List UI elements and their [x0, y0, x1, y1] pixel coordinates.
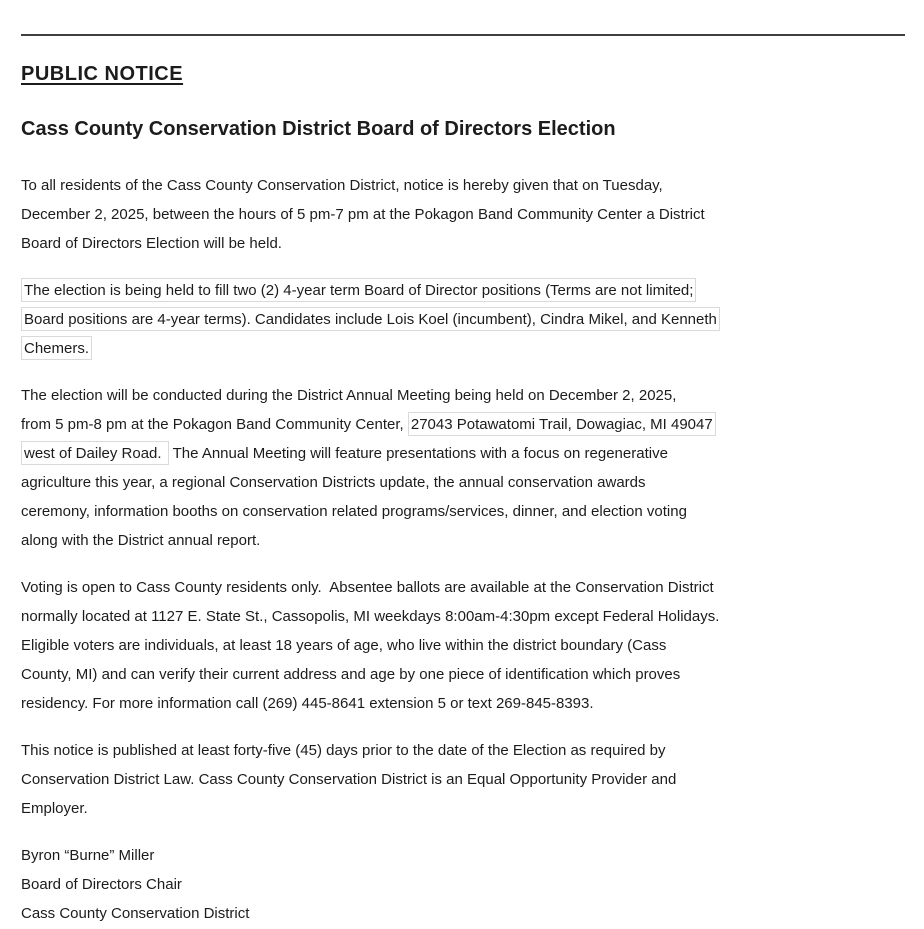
text-segment: December 2, 2025, between the hours of 5 pm-7 pm at the Pokagon Band Community Center a District: [21, 206, 705, 223]
text-segment: normally located at 1127 E. State St., Cassopolis, MI weekdays 8:00am-4:30pm except Federal Holidays.: [21, 608, 720, 625]
bordered-text-segment: The election is being held to fill two (2) 4-year term Board of Director positions (Terms are not limited;: [21, 278, 696, 302]
text-line: [21, 899, 905, 928]
text-line: [21, 573, 905, 602]
text-segment: Byron “Burne” Miller: [21, 847, 155, 864]
text-line: [21, 171, 905, 200]
notice-intro-paragraph: [21, 171, 905, 258]
paragraphs: [21, 171, 905, 928]
text-segment: from 5 pm-8 pm at the Pokagon Band Community Center,: [21, 416, 408, 433]
voting-eligibility-paragraph: [21, 573, 905, 718]
document-title: Cass County Conservation District Board of Directors Election: [21, 118, 616, 140]
public-notice-heading: PUBLIC NOTICE: [21, 63, 184, 85]
text-line: [21, 660, 905, 689]
text-segment: agriculture this year, a regional Conservation Districts update, the annual conservation awards: [21, 474, 646, 491]
text-segment: Cass County Conservation District: [21, 905, 250, 922]
text-segment: The election will be conducted during the District Annual Meeting being held on December 2, 2025,: [21, 387, 677, 404]
text-line: [21, 841, 905, 870]
text-segment: County, MI) and can verify their current address and age by one piece of identification which proves: [21, 666, 681, 683]
text-segment: Conservation District Law. Cass County Conservation District is an Equal Opportunity Provider and: [21, 771, 677, 788]
text-line: [21, 334, 905, 363]
election-positions-paragraph: [21, 276, 905, 363]
text-segment: Voting is open to Cass County residents only. Absentee ballots are available at the Conservation District: [21, 579, 714, 596]
text-segment: Board of Directors Election will be held.: [21, 235, 282, 252]
text-line: [21, 736, 905, 765]
text-segment: residency. For more information call (269) 445-8641 extension 5 or text 269-845-8393.: [21, 695, 594, 712]
publication-notice-paragraph: [21, 736, 905, 823]
bordered-text-segment: Chemers.: [21, 336, 92, 360]
text-segment: Board of Directors Chair: [21, 876, 182, 893]
text-segment: Eligible voters are individuals, at least 18 years of age, who live within the district boundary (Cass: [21, 637, 667, 654]
bordered-text-segment: 27043 Potawatomi Trail, Dowagiac, MI 49047: [408, 412, 716, 436]
top-horizontal-rule: [21, 34, 905, 36]
text-segment: The Annual Meeting will feature presentations with a focus on regenerative: [168, 445, 668, 462]
text-line: [21, 497, 905, 526]
text-line: [21, 631, 905, 660]
text-line: [21, 602, 905, 631]
text-line: [21, 439, 905, 468]
text-segment: ceremony, information booths on conservation related programs/services, dinner, and election voting: [21, 503, 687, 520]
text-line: [21, 200, 905, 229]
text-line: [21, 526, 905, 555]
text-line: [21, 794, 905, 823]
text-line: [21, 305, 905, 334]
bordered-text-segment: west of Dailey Road.: [21, 441, 169, 465]
text-line: [21, 689, 905, 718]
text-line: [21, 870, 905, 899]
text-line: [21, 468, 905, 497]
text-line: [21, 381, 905, 410]
text-line: [21, 765, 905, 794]
signature-block: [21, 841, 905, 928]
text-segment: This notice is published at least forty-five (45) days prior to the date of the Election as required by: [21, 742, 666, 759]
text-line: [21, 410, 905, 439]
bordered-text-segment: Board positions are 4-year terms). Candidates include Lois Koel (incumbent), Cindra Mikel, and Kenneth: [21, 307, 720, 331]
text-segment: To all residents of the Cass County Conservation District, notice is hereby given that on Tuesday,: [21, 177, 663, 194]
annual-meeting-paragraph: [21, 381, 905, 555]
text-segment: Employer.: [21, 800, 88, 817]
text-line: [21, 229, 905, 258]
text-segment: along with the District annual report.: [21, 532, 261, 549]
text-line: [21, 276, 905, 305]
